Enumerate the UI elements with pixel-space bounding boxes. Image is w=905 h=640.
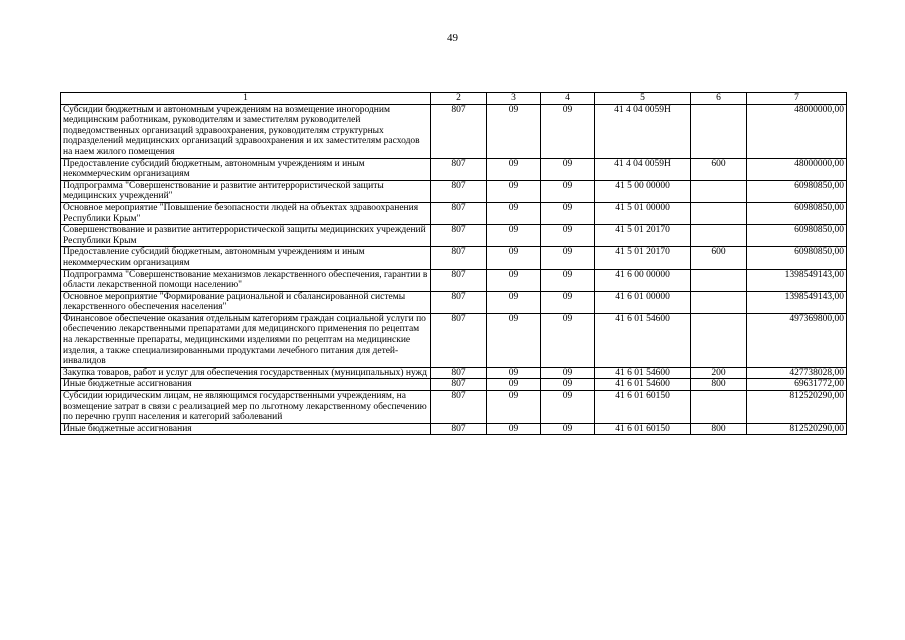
table-row [61,104,847,158]
column-header: 4 [541,93,595,105]
row-code-section: 09 [487,247,541,269]
row-code-section: 09 [487,379,541,391]
row-code-expense-type [691,269,747,291]
row-code-section: 09 [487,313,541,367]
row-code-expense-type: 200 [691,367,747,379]
row-amount: 60980850,00 [747,247,847,269]
row-code-target-article: 41 5 00 00000 [595,180,691,202]
row-code-expense-type [691,313,747,367]
row-code-expense-type: 600 [691,158,747,180]
row-amount: 48000000,00 [747,104,847,158]
row-code-expense-type [691,104,747,158]
row-code-subsection: 09 [541,225,595,247]
row-code-section: 09 [487,291,541,313]
budget-table [60,92,847,435]
column-header: 7 [747,93,847,105]
row-description: Совершенствование и развитие антитеррористической защиты медицинских учреждений Республики Крым [61,225,431,247]
row-code-target-article: 41 4 04 0059Н [595,104,691,158]
row-code-ministry: 807 [431,379,487,391]
row-code-ministry: 807 [431,180,487,202]
row-code-section: 09 [487,104,541,158]
column-header: 3 [487,93,541,105]
row-description: Основное мероприятие "Повышение безопасности людей на объектах здравоохранения Республики Крым" [61,202,431,224]
row-description: Субсидии юридическим лицам, не являющимся государственными учреждениям, на возмещение затрат в связи с реализацией мер по льготному лекарственному обеспечению по перечню групп населения и категорий заболеваний [61,391,431,424]
row-amount: 60980850,00 [747,180,847,202]
row-code-ministry: 807 [431,247,487,269]
row-code-ministry: 807 [431,291,487,313]
table-row [61,247,847,269]
row-description: Финансовое обеспечение оказания отдельным категориям граждан социальной услуги по обеспечению лекарственными препаратами для медицинского применения по рецептам на лекарственные препараты, медицинскими изделиями по рецептам на медицинские изделия, а также специализированными продуктами лечебного питания для детей-инвалидов [61,313,431,367]
column-header: 6 [691,93,747,105]
row-description: Предоставление субсидий бюджетным, автономным учреждениям и иным некоммерческим организациям [61,247,431,269]
row-code-ministry: 807 [431,225,487,247]
row-code-target-article: 41 6 01 54600 [595,367,691,379]
row-code-expense-type [691,391,747,424]
row-amount: 60980850,00 [747,225,847,247]
row-code-target-article: 41 5 01 20170 [595,225,691,247]
row-code-section: 09 [487,158,541,180]
row-code-expense-type: 800 [691,379,747,391]
column-header: 5 [595,93,691,105]
row-code-target-article: 41 6 01 54600 [595,379,691,391]
table-row [61,379,847,391]
row-code-subsection: 09 [541,158,595,180]
row-description: Основное мероприятие "Формирование рациональной и сбалансированной системы лекарственного обеспечения населения" [61,291,431,313]
row-code-section: 09 [487,391,541,424]
row-amount: 48000000,00 [747,158,847,180]
row-code-subsection: 09 [541,269,595,291]
row-code-target-article: 41 6 01 60150 [595,391,691,424]
table-header-row [61,93,847,105]
row-code-section: 09 [487,269,541,291]
table-row [61,367,847,379]
row-description: Иные бюджетные ассигнования [61,423,431,435]
row-code-expense-type: 800 [691,423,747,435]
row-code-section: 09 [487,423,541,435]
column-header: 1 [61,93,431,105]
row-amount: 812520290,00 [747,391,847,424]
table-row [61,225,847,247]
row-description: Подпрограмма "Совершенствование и развитие антитеррористической защиты медицинских учреждений" [61,180,431,202]
row-code-ministry: 807 [431,158,487,180]
row-code-target-article: 41 4 04 0059Н [595,158,691,180]
row-code-subsection: 09 [541,202,595,224]
row-description: Иные бюджетные ассигнования [61,379,431,391]
row-amount: 1398549143,00 [747,269,847,291]
page-number: 49 [447,32,458,44]
row-description: Субсидии бюджетным и автономным учреждениям на возмещение иногородним медицинским работникам, руководителям и заместителям руководителей подведомственных организаций здравоохранения, руководителям структурных подразделений медицинских организаций здравоохранения и их заместителям расходов на наем жилого помещения [61,104,431,158]
column-header: 2 [431,93,487,105]
row-amount: 427738028,00 [747,367,847,379]
row-code-subsection: 09 [541,367,595,379]
row-code-subsection: 09 [541,247,595,269]
row-code-subsection: 09 [541,104,595,158]
row-code-section: 09 [487,202,541,224]
table-row [61,313,847,367]
row-code-expense-type [691,291,747,313]
row-code-subsection: 09 [541,313,595,367]
row-description: Подпрограмма "Совершенствование механизмов лекарственного обеспечения, гарантии в области лекарственной помощи населению" [61,269,431,291]
row-code-subsection: 09 [541,180,595,202]
row-amount: 69631772,00 [747,379,847,391]
table-row [61,423,847,435]
row-code-section: 09 [487,367,541,379]
row-code-target-article: 41 5 01 00000 [595,202,691,224]
table-row [61,158,847,180]
row-code-expense-type [691,202,747,224]
table-row [61,269,847,291]
row-code-ministry: 807 [431,104,487,158]
row-code-subsection: 09 [541,291,595,313]
table-row [61,391,847,424]
row-code-target-article: 41 6 01 54600 [595,313,691,367]
row-amount: 497369800,00 [747,313,847,367]
row-code-ministry: 807 [431,269,487,291]
row-description: Закупка товаров, работ и услуг для обеспечения государственных (муниципальных) нужд [61,367,431,379]
row-amount: 812520290,00 [747,423,847,435]
row-code-subsection: 09 [541,391,595,424]
table-row [61,180,847,202]
row-code-target-article: 41 6 01 00000 [595,291,691,313]
row-code-subsection: 09 [541,379,595,391]
row-code-expense-type [691,180,747,202]
row-code-target-article: 41 6 00 00000 [595,269,691,291]
table-row [61,291,847,313]
table-row [61,202,847,224]
row-code-ministry: 807 [431,202,487,224]
row-amount: 60980850,00 [747,202,847,224]
row-code-expense-type [691,225,747,247]
row-code-section: 09 [487,180,541,202]
row-code-ministry: 807 [431,391,487,424]
row-code-ministry: 807 [431,423,487,435]
row-code-subsection: 09 [541,423,595,435]
row-code-ministry: 807 [431,313,487,367]
row-code-target-article: 41 6 01 60150 [595,423,691,435]
row-description: Предоставление субсидий бюджетным, автономным учреждениям и иным некоммерческим организациям [61,158,431,180]
row-code-section: 09 [487,225,541,247]
row-code-ministry: 807 [431,367,487,379]
row-amount: 1398549143,00 [747,291,847,313]
row-code-target-article: 41 5 01 20170 [595,247,691,269]
row-code-expense-type: 600 [691,247,747,269]
